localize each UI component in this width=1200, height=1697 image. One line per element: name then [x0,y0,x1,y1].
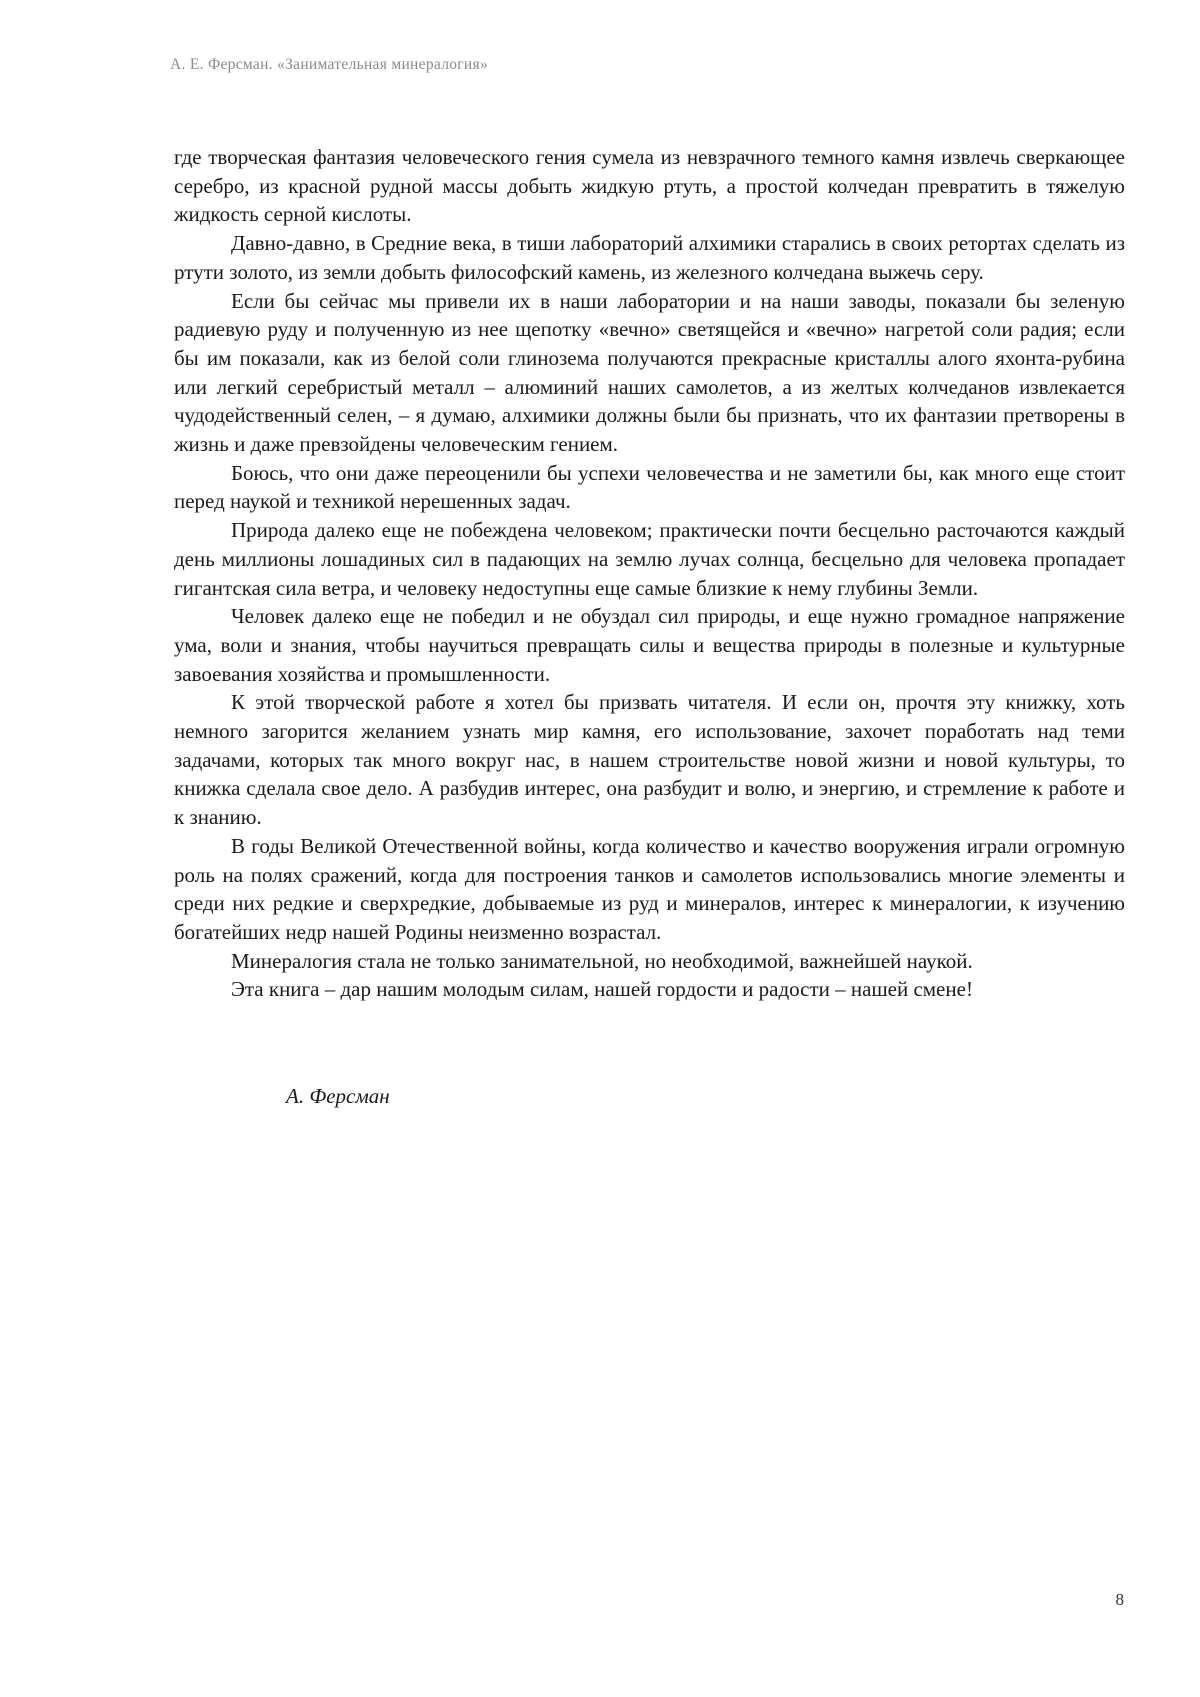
page-number: 8 [1115,1590,1124,1609]
author-signature: А. Ферсман [286,1084,390,1108]
paragraph: Минералогия стала не только занимательной, но необходимой, важнейшей наукой. [231,948,973,973]
paragraph: Если бы сейчас мы привели их в наши лаборатории и на наши заводы, показали бы зеленую радиевую руду и полученную из нее щепотку «вечно» светящейся и «вечно» нагретой соли радия; если бы им показали, как из белой соли глинозема получаются прекрасные кристаллы алого яхонта-рубина или легкий серебристый металл – алюминий наших самолетов, а из желтых колчеданов извлекается чудодейственный селен, – я думаю, алхимики должны были бы признать, что их фантазии претворены в жизнь и даже превзойдены человеческим гением. [174,288,1125,457]
paragraph: Давно-давно, в Средние века, в тиши лабораторий алхимики старались в своих ретортах сделать из ртути золото, из земли добыть философский камень, из железного колчедана выжечь серу. [174,231,1125,284]
paragraph: В годы Великой Отечественной войны, когда количество и качество вооружения играли огромную роль на полях сражений, когда для построения танков и самолетов использовались многие элементы и среди них редкие и сверхредкие, добываемые из руд и минералов, интерес к минералогии, к изучению богатейших недр нашей Родины неизменно возрастал. [174,833,1125,944]
paragraph-continuation: где творческая фантазия человеческого гения сумела из невзрачного темного камня извлечь сверкающее серебро, из красной рудной массы добыть жидкую ртуть, а простой колчедан превратить в тяжелую жидкость серной кислоты. [174,145,1125,227]
body-text [174,143,1125,1004]
paragraph: Природа далеко еще не побеждена человеком; практически почти бесцельно расточаются каждый день миллионы лошадиных сил в падающих на землю лучах солнца, бесцельно для человека пропадает гигантская сила ветра, и человеку недоступны еще самые близкие к нему глубины Земли. [174,518,1125,600]
paragraph: К этой творческой работе я хотел бы призвать читателя. И если он, прочтя эту книжку, хоть немного загорится желанием узнать мир камня, его использование, захочет поработать над теми задачами, которых так много вокруг нас, в нашем строительстве новой жизни и новой культуры, то книжка сделала свое дело. А разбудив интерес, она разбудит и волю, и энергию, и стремление к работе и к знанию. [174,690,1125,830]
paragraph: Боюсь, что они даже переоценили бы успехи человечества и не заметили бы, как много еще стоит перед наукой и техникой нерешенных задач. [174,460,1125,514]
paragraph: Человек далеко еще не победил и не обуздал сил природы, и еще нужно громадное напряжение ума, воли и знания, чтобы научиться превращать силы и вещества природы в полезные и культурные завоевания хозяйства и промышленности. [174,604,1125,686]
running-header: А. Е. Ферсман. «Занимательная минералогия» [170,56,489,73]
paragraph: Эта книга – дар нашим молодым силам, нашей гордости и радости – нашей смене! [231,977,973,1002]
